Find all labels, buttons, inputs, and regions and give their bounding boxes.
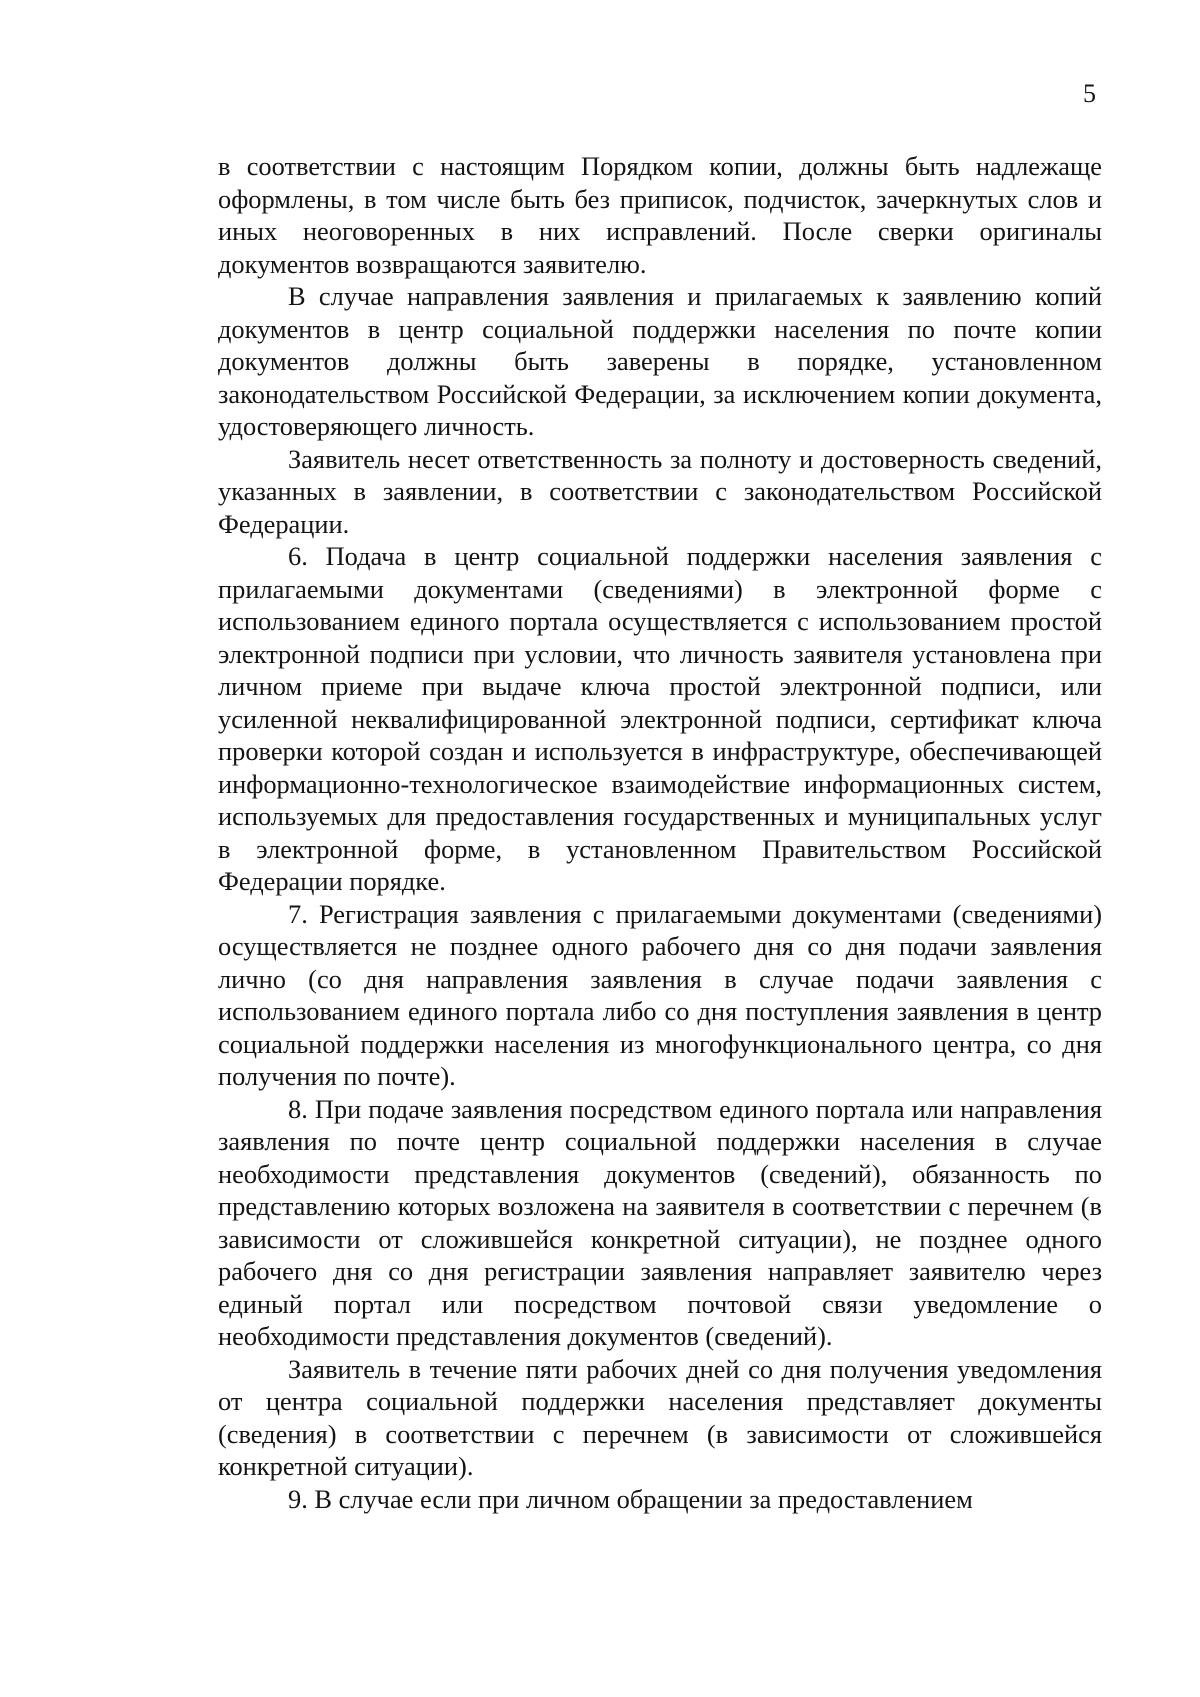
paragraph-mail-submission: В случае направления заявления и прилагаемых к заявлению копий документов в центр социальной поддержки населения по почте копии документов должны быть заверены в порядке, установленном законодательством Российской Федерации, за исключением копии документа, удостоверяющего личность. bbox=[218, 281, 1102, 441]
document-body bbox=[218, 150, 1102, 1515]
paragraph-item-6: 6. Подача в центр социальной поддержки населения заявления с прилагаемыми документами (сведениями) в электронной форме с использованием единого портала осуществляется с использованием простой электронной подписи при условии, что личность заявителя установлена при личном приеме при выдаче ключа простой электронной подписи, или усиленной неквалифицированной электронной подписи, сертификат ключа проверки которой создан и используется в инфраструктуре, обеспечивающей информационно-технологическое взаимодействие информационных систем, используемых для предоставления государственных и муниципальных услуг в электронной форме, в установленном Правительством Российской Федерации порядке. bbox=[218, 541, 1102, 896]
paragraph-item-8: 8. При подаче заявления посредством единого портала или направления заявления по почте центр социальной поддержки населения в случае необходимости представления документов (сведений), обязанность по представлению которых возложена на заявителя в соответствии с перечнем (в зависимости от сложившейся конкретной ситуации), не позднее одного рабочего дня со дня регистрации заявления направляет заявителю через единый портал или посредством почтовой связи уведомление о необходимости представления документов (сведений). bbox=[218, 1093, 1102, 1351]
paragraph-item-7: 7. Регистрация заявления с прилагаемыми документами (сведениями) осуществляется не позднее одного рабочего дня со дня подачи заявления лично (со дня направления заявления в случае подачи заявления с использованием единого портала либо со дня поступления заявления в центр социальной поддержки населения из многофункционального центра, со дня получения по почте). bbox=[218, 898, 1102, 1091]
paragraph-item-9: 9. В случае если при личном обращении за предоставлением bbox=[288, 1483, 973, 1514]
paragraph-five-working-days: Заявитель в течение пяти рабочих дней со дня получения уведомления от центра социальной поддержки населения представляет документы (сведения) в соответствии с перечнем (в зависимости от сложившейся конкретной ситуации). bbox=[218, 1353, 1102, 1481]
page-number: 5 bbox=[1083, 79, 1096, 108]
paragraph-copies-requirements: в соответствии с настоящим Порядком копии, должны быть надлежаще оформлены, в том числе быть без приписок, подчисток, зачеркнутых слов и иных неоговоренных в них исправлений. После сверки оригиналы документов возвращаются заявителю. bbox=[218, 151, 1102, 279]
paragraph-applicant-responsibility: Заявитель несет ответственность за полноту и достоверность сведений, указанных в заявлении, в соответствии с законодательством Российской Федерации. bbox=[218, 443, 1102, 539]
